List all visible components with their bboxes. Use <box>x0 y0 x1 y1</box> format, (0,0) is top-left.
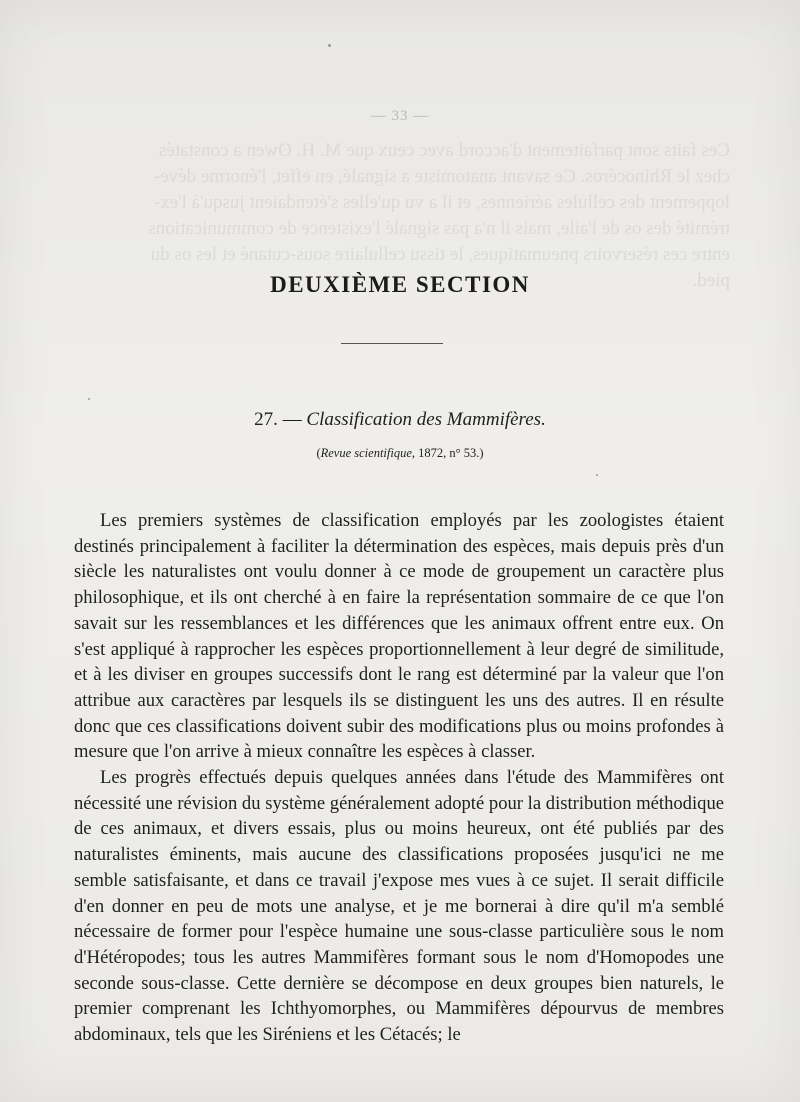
bleed-through-line: pied. <box>692 270 730 291</box>
bleed-through-line: chez le Rhinocéros. Ce savant anatomiste a signalé, en effet, l'énorme déve- <box>153 166 730 187</box>
paragraph: Les premiers systèmes de classification employés par les zoologistes étaient destinés principalement à faciliter la détermination des espèces, mais depuis près d'un siècle les naturalistes ont voulu donner à ce mode de groupement un caractère plus philosophique, et ils ont cherché à en faire la représentation sommaire de ce que l'on savait sur les ressemblances et les différences que les animaux offrent entre eux. On s'est appliqué à rapprocher les espèces proportionnellement à leur degré de similitude, et à les diviser en groupes successifs dont le rang est déterminé par la valeur que l'on attribue aux caractères par lesquels ils se distinguent les uns des autres. Il en résulte donc que ces classifications doivent subir des modifications plus ou moins profondes à mesure que l'on arrive à mieux connaître les espèces à classer. <box>74 510 724 763</box>
article-heading <box>0 409 800 431</box>
paragraph: Les progrès effectués depuis quelques années dans l'étude des Mammifères ont nécessité une révision du système généralement adopté pour la distribution méthodique de ces animaux, et divers essais, plus ou moins heureux, ont été publiés par des naturalistes éminents, mais aucune des classifications proposées jusqu'ici ne me semble satisfaisante, et dans ce travail j'expose mes vues à ce sujet. Il serait difficile d'en donner en peu de mots une analyse, et je me bornerai à dire qu'il m'a semblé nécessaire de former pour l'espèce humaine une sous-classe particulière sous le nom d'Hétéropodes; tous les autres Mammifères formant sous le nom d'Homopodes une seconde sous-classe. Cette dernière se décompose en deux groupes bien naturels, le premier comprenant les Ichthyomorphes, ou Mammifères dépourvus de membres abdominaux, tels que les Siréniens et les Cétacés; le <box>74 767 724 1046</box>
bleed-through-line: Ces faits sont parfaitement d'accord avec ceux que M. H. Owen a constatés <box>158 140 730 161</box>
source-open: ( <box>316 446 321 460</box>
article-number: 27. — <box>254 409 307 430</box>
print-speck <box>328 44 331 47</box>
source-journal: Revue scientifique <box>320 446 412 460</box>
print-speck <box>596 474 598 476</box>
source-details: , 1872, n° 53.) <box>411 446 484 460</box>
page-number: — 33 — <box>370 108 430 124</box>
bleed-through-line: trémité des os de l'aile, mais il n'a pas signalé l'existence de communications <box>148 218 730 239</box>
article-source <box>0 446 800 461</box>
print-speck <box>88 398 90 400</box>
article-body <box>74 508 724 1048</box>
section-title: DEUXIÈME SECTION <box>270 272 530 297</box>
bleed-through-line: loppement des cellules aériennes, et il a vu qu'elles s'étendaient jusqu'à l'ex- <box>153 192 730 213</box>
article-title: Classification des Mammifères. <box>306 409 546 430</box>
bleed-through-line: entre ces réservoirs pneumatiques, le tissu cellulaire sous-cutané et les os du <box>150 244 730 265</box>
section-divider <box>341 343 443 344</box>
